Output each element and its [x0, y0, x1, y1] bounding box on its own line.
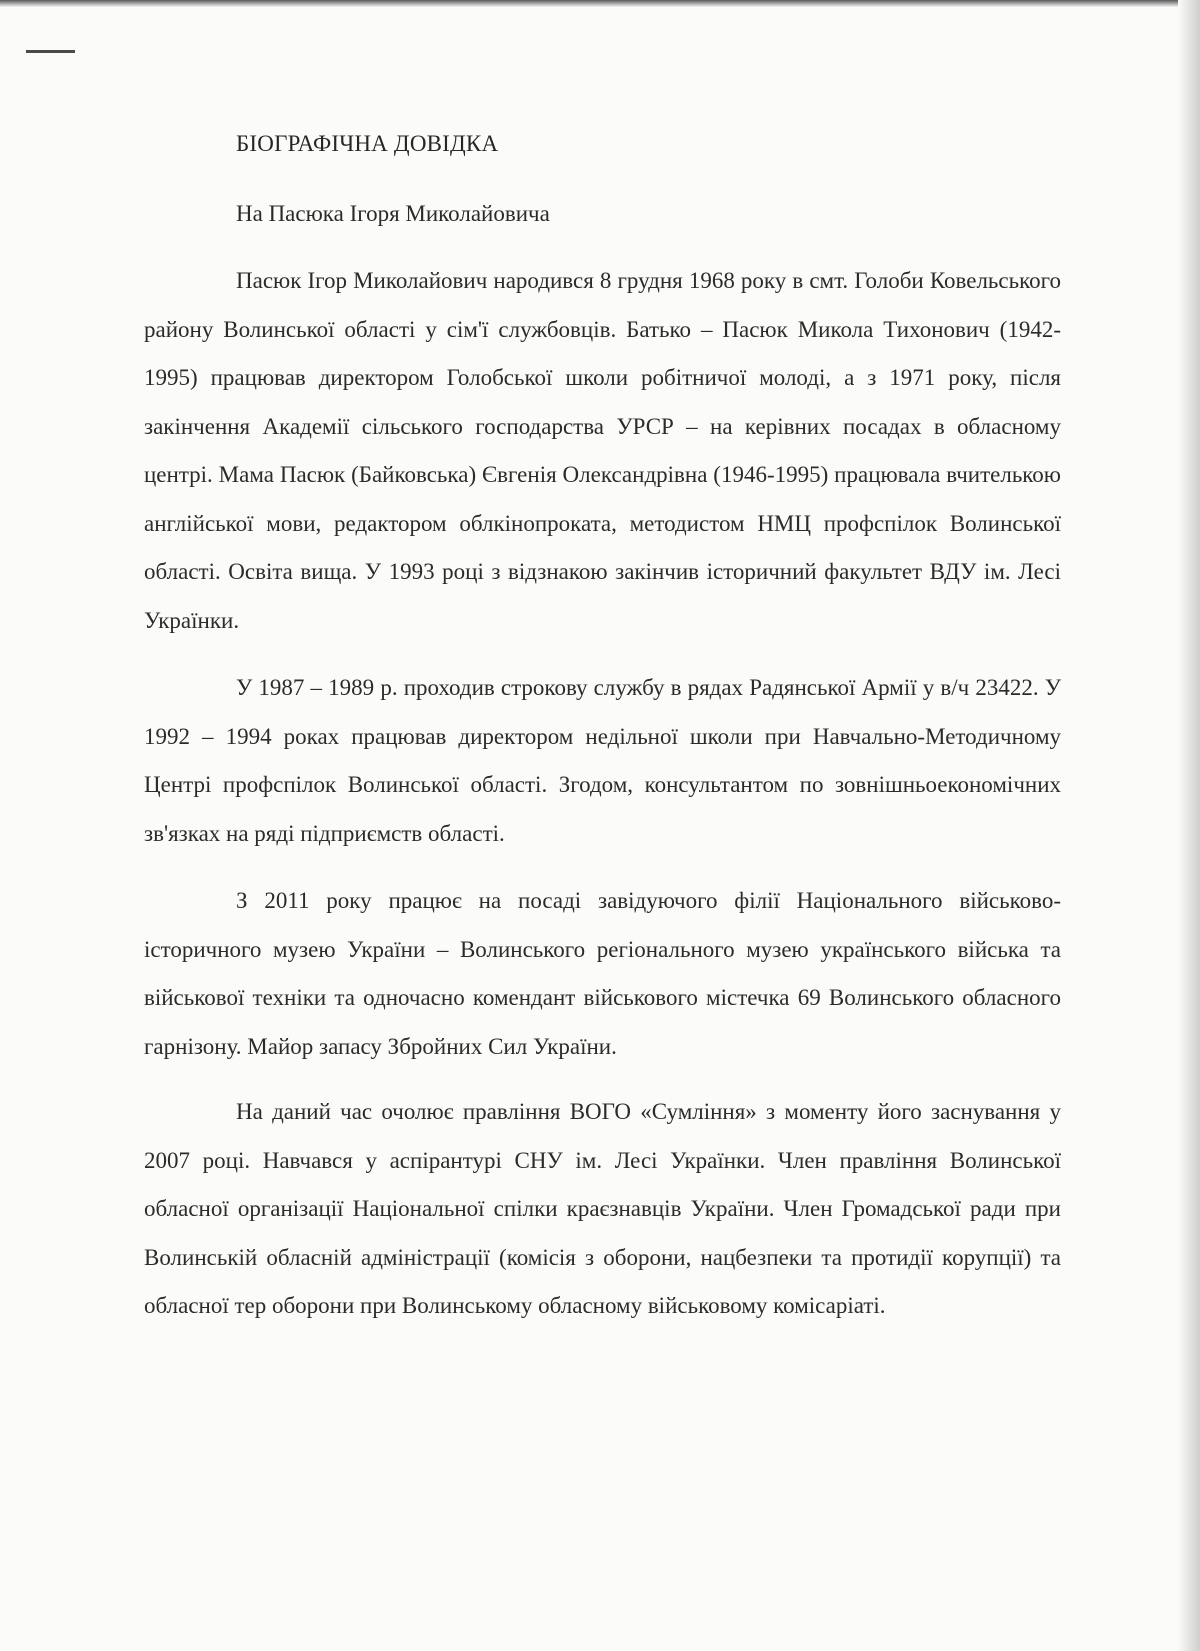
paragraph-origins: Пасюк Ігор Миколайович народився 8 грудня 1968 року в смт. Голоби Ковельського району Волинської області у сім'ї службовців. Батько – Пасюк Микола Тихонович (1942-1995) працював директором Голобської школи робітничої молоді, а з 1971 року, після закінчення Академії сільського господарства УРСР – на керівних посадах в обласному центрі. Мама Пасюк (Байковська) Євгенія Олександрівна (1946-1995) працювала вчителькою англійської мови, редактором облкінопроката, методистом НМЦ профспілок Волинської області. Освіта вища. У 1993 році з відзнакою закінчив історичний факультет ВДУ ім. Лесі Українки. [144, 268, 1061, 633]
document-subtitle: На Пасюка Ігоря Миколайовича [236, 200, 550, 226]
scan-top-edge [0, 0, 1200, 7]
paragraph-museum: З 2011 року працює на посаді завідуючого філії Національного військово-історичного музею України – Волинського регіонального музею українського війська та військової техніки та одночасно комендант військового містечка 69 Волинського обласного гарнізону. Майор запасу Збройних Сил України. [144, 888, 1061, 1059]
paragraph-service: У 1987 – 1989 р. проходив строкову службу в рядах Радянської Армії у в/ч 23422. У 1992 – 1994 роках працював директором недільної школи при Навчально-Методичному Центрі профспілок Волинської області. Згодом, консультантом по зовнішньоекономічних зв'язках на ряді підприємств області. [144, 675, 1061, 846]
paragraph-public-activity: На даний час очолює правління ВОГО «Сумління» з моменту його заснування у 2007 році. Навчався у аспірантурі СНУ ім. Лесі Українки. Член правління Волинської обласної організації Національної спілки краєзнавців України. Член Громадської ради при Волинській обласній адміністрації (комісія з оборони, нацбезпеки та протидії корупції) та обласної тер оборони при Волинському обласному військовому комісаріаті. [144, 1099, 1061, 1318]
scan-right-edge [1178, 0, 1200, 1651]
margin-dash-mark [26, 50, 75, 53]
document-title: БІОГРАФІЧНА ДОВІДКА [236, 131, 499, 156]
document-body [144, 120, 1061, 1331]
